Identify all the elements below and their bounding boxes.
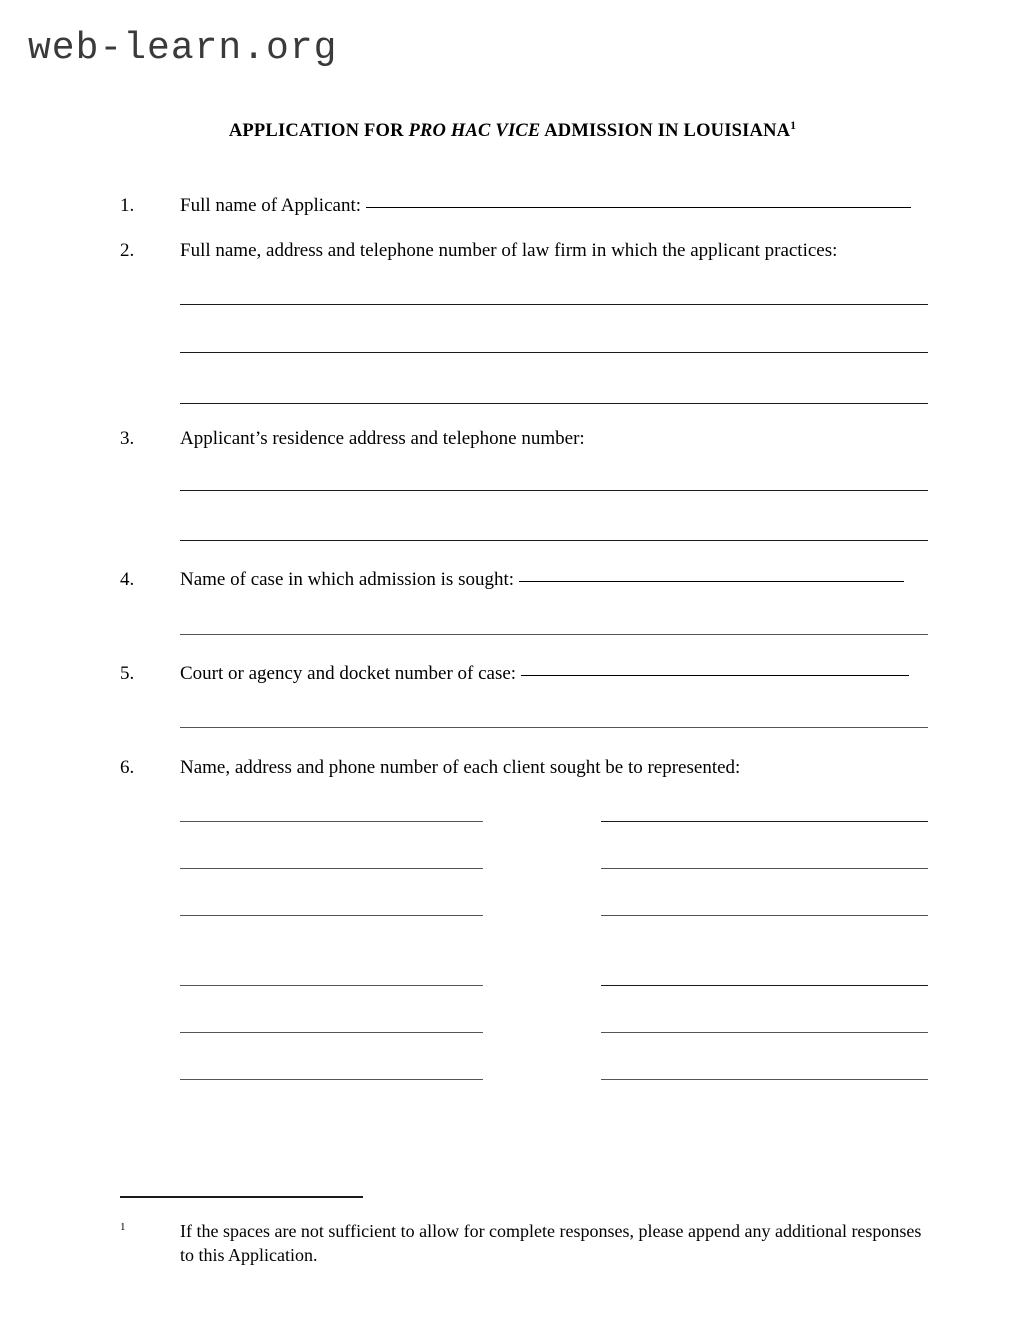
footnote [120, 1220, 935, 1268]
item-1-answer-field[interactable] [366, 207, 911, 208]
item-3-answer-line-1[interactable] [180, 490, 928, 491]
item-5-label [180, 662, 909, 686]
item-4-answer-line-2[interactable] [180, 634, 928, 635]
item-5-answer-field[interactable] [521, 675, 909, 676]
footnote-text: If the spaces are not sufficient to allow for complete responses, please append any additional responses to this Application. [180, 1221, 922, 1265]
watermark-web-learn: web-learn.org [28, 27, 338, 70]
item-3-label [180, 427, 585, 451]
item-2-number: 2. [120, 240, 135, 261]
title-text-italic: PRO HAC VICE [408, 121, 541, 141]
item-3-number: 3. [120, 428, 135, 449]
item-4-number: 4. [120, 569, 135, 590]
page-title [0, 120, 1025, 142]
item-6-number: 6. [120, 757, 135, 778]
item-4-text: Name of case in which admission is sought: [180, 569, 515, 590]
item-6-right-line-1[interactable] [601, 821, 928, 822]
footnote-separator [120, 1196, 363, 1198]
item-2-answer-line-2[interactable] [180, 352, 928, 353]
item-6-left-line-2[interactable] [180, 868, 483, 869]
item-6-left-line-5[interactable] [180, 1032, 483, 1033]
item-6-left-line-3[interactable] [180, 915, 483, 916]
item-2-label [180, 239, 837, 263]
title-text-after: ADMISSION IN LOUISIANA [540, 121, 791, 141]
item-3-answer-line-2[interactable] [180, 540, 928, 541]
item-1-text: Full name of Applicant: [180, 195, 362, 216]
item-6-left-line-6[interactable] [180, 1079, 483, 1080]
item-5-answer-line-2[interactable] [180, 727, 928, 728]
item-6-text: Name, address and phone number of each client sought be to represented: [180, 757, 741, 778]
title-text-before: APPLICATION FOR [228, 121, 409, 141]
title-footnote-marker: 1 [790, 119, 797, 132]
item-4-label [180, 568, 904, 592]
item-6-label [180, 756, 740, 780]
item-6-right-line-4[interactable] [601, 985, 928, 986]
item-1-label [180, 194, 911, 218]
item-6-right-line-2[interactable] [601, 868, 928, 869]
footnote-marker: 1 [120, 1221, 126, 1233]
item-2-text: Full name, address and telephone number of law firm in which the applicant practices: [180, 240, 838, 261]
item-4-answer-field[interactable] [519, 581, 904, 582]
item-2-answer-line-1[interactable] [180, 304, 928, 305]
item-5-number: 5. [120, 663, 135, 684]
item-6-right-line-6[interactable] [601, 1079, 928, 1080]
item-6-left-line-4[interactable] [180, 985, 483, 986]
item-2-answer-line-3[interactable] [180, 403, 928, 404]
item-6-right-line-3[interactable] [601, 915, 928, 916]
item-6-right-line-5[interactable] [601, 1032, 928, 1033]
item-5-text: Court or agency and docket number of case: [180, 663, 517, 684]
item-3-text: Applicant’s residence address and telephone number: [180, 428, 585, 449]
item-1-number: 1. [120, 195, 135, 216]
item-6-left-line-1[interactable] [180, 821, 483, 822]
